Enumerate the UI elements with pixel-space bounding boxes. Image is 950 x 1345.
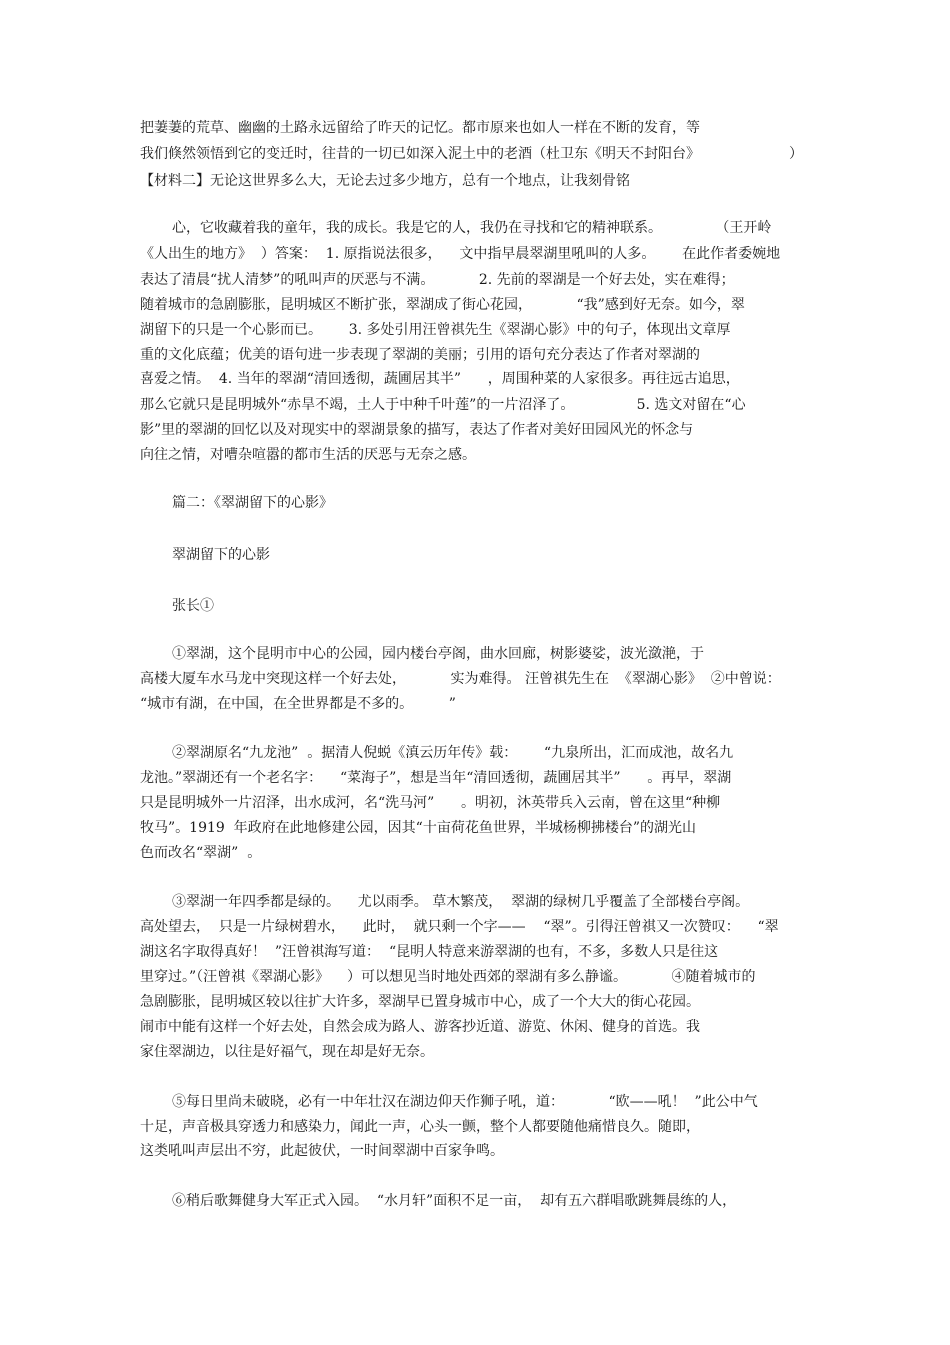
text-line: 里穿过。”（汪曾祺《翠湖心影》 ）可以想见当时地处西郊的翠湖有多么静谧。 ④随着城市的 xyxy=(140,969,756,985)
text-line: 把萋萋的荒草、幽幽的土路永远留给了昨天的记忆。都市原来也如人一样在不断的发育，等 xyxy=(140,120,700,136)
text-line: 向往之情，对嘈杂喧嚣的都市生活的厌恶与无奈之感。 xyxy=(140,447,476,463)
text-line: “城市有湖，在中国，在全世界都是不多的。 ” xyxy=(140,696,456,712)
text-line: 《人出生的地方》 ）答案： 1. 原指说法很多， 文中指早晨翠湖里吼叫的人多。 在此作者委婉地 xyxy=(140,246,781,262)
text-line: 随着城市的急剧膨胀，昆明城区不断扩张，翠湖成了街心花园， “我”感到好无奈。如今，翠 xyxy=(140,297,745,313)
author-name: 张长① xyxy=(172,598,214,614)
article-title: 翠湖留下的心影 xyxy=(172,547,270,563)
text-line: 只是昆明城外一片沼泽，出水成河，名“洗马河” 。明初，沐英带兵入云南，曾在这里“种柳 xyxy=(140,795,721,811)
text-line: ⑥稍后歌舞健身大军正式入园。 “水月轩”面积不足一亩， 却有五六群唱歌跳舞晨练的人， xyxy=(172,1193,737,1209)
text-line: ③翠湖一年四季都是绿的。 尤以雨季。 草木繁茂， 翠湖的绿树几乎覆盖了全部楼台亭阁。 xyxy=(172,894,750,910)
text-line: 高楼大厦车水马龙中突现这样一个好去处， 实为难得。 汪曾祺先生在 《翠湖心影》 ②中曾说： xyxy=(140,671,781,687)
text-line: ⑤每日里尚未破晓，必有一中年壮汉在湖边仰天作狮子吼，道： “欧——吼！ ”此公中气 xyxy=(172,1094,758,1110)
text-line: 家住翠湖边，以往是好福气，现在却是好无奈。 xyxy=(140,1044,434,1060)
text-line: 心，它收藏着我的童年，我的成长。我是它的人，我仍在寻找和它的精神联系。 （王开岭 xyxy=(172,220,772,236)
text-line: 牧马”。1919 年政府在此地修建公园，因其“十亩荷花鱼世界，半城杨柳拂楼台”的湖光山 xyxy=(140,820,696,836)
text-line: 色而改名“翠湖” 。 xyxy=(140,845,262,861)
text-line: 这类吼叫声层出不穷，此起彼伏，一时间翠湖中百家争鸣。 xyxy=(140,1143,504,1159)
text-line: 喜爱之情。 4. 当年的翠湖“清回透彻，蔬圃居其半” ，周围种菜的人家很多。再往远古追思， xyxy=(140,371,740,387)
text-line: ②翠湖原名“九龙池” 。据清人倪蜕《滇云历年传》载： “九泉所出，汇而成池，故名九 xyxy=(172,745,734,761)
text-line: ①翠湖，这个昆明市中心的公园，园内楼台亭阁，曲水回廊，树影婆娑，波光潋滟，于 xyxy=(172,646,704,662)
text-line: 急剧膨胀，昆明城区较以往扩大许多，翠湖早已置身城市中心，成了一个大大的街心花园。 xyxy=(140,994,700,1010)
text-line: 高处望去， 只是一片绿树碧水， 此时， 就只剩一个字—— “翠”。引得汪曾祺又一次赞叹： “翠 xyxy=(140,919,779,935)
text-line: 我们倏然领悟到它的变迁时，往昔的一切已如深入泥土中的老酒（杜卫东《明天不封阳台》 ） xyxy=(140,146,804,162)
text-line: 重的文化底蕴；优美的语句进一步表现了翠湖的美丽；引用的语句充分表达了作者对翠湖的 xyxy=(140,347,700,363)
text-line: 【材料二】无论这世界多么大，无论去过多少地方，总有一个地点，让我刻骨铭 xyxy=(140,173,630,189)
text-line: 十足，声音极具穿透力和感染力，闻此一声，心头一颤，整个人都要随他痛惜良久。随即， xyxy=(140,1119,700,1135)
text-line: 影”里的翠湖的回忆以及对现实中的翠湖景象的描写，表达了作者对美好田园风光的怀念与 xyxy=(140,422,694,438)
text-line: 表达了清晨“扰人清梦”的吼叫声的厌恶与不满。 2. 先前的翠湖是一个好去处，实在难得； xyxy=(140,272,735,288)
section-heading: 篇二：《翠湖留下的心影》 xyxy=(172,495,333,511)
text-line: 湖这名字取得真好！ ”汪曾祺海写道： “昆明人特意来游翠湖的也有，不多，多数人只是往这 xyxy=(140,944,719,960)
text-line: 那么它就只是昆明城外“赤旱不竭，土人于中种千叶莲”的一片沼泽了。 5. 选文对留在“心 xyxy=(140,397,746,413)
text-line: 龙池。”翠湖还有一个老名字： “菜海子”，想是当年“清回透彻，蔬圃居其半” 。再早，翠湖 xyxy=(140,770,732,786)
text-line: 闹市中能有这样一个好去处，自然会成为路人、游客抄近道、游览、休闲、健身的首选。我 xyxy=(140,1019,700,1035)
text-line: 湖留下的只是一个心影而已。 3. 多处引用汪曾祺先生《翠湖心影》中的句子，体现出文章厚 xyxy=(140,322,731,338)
